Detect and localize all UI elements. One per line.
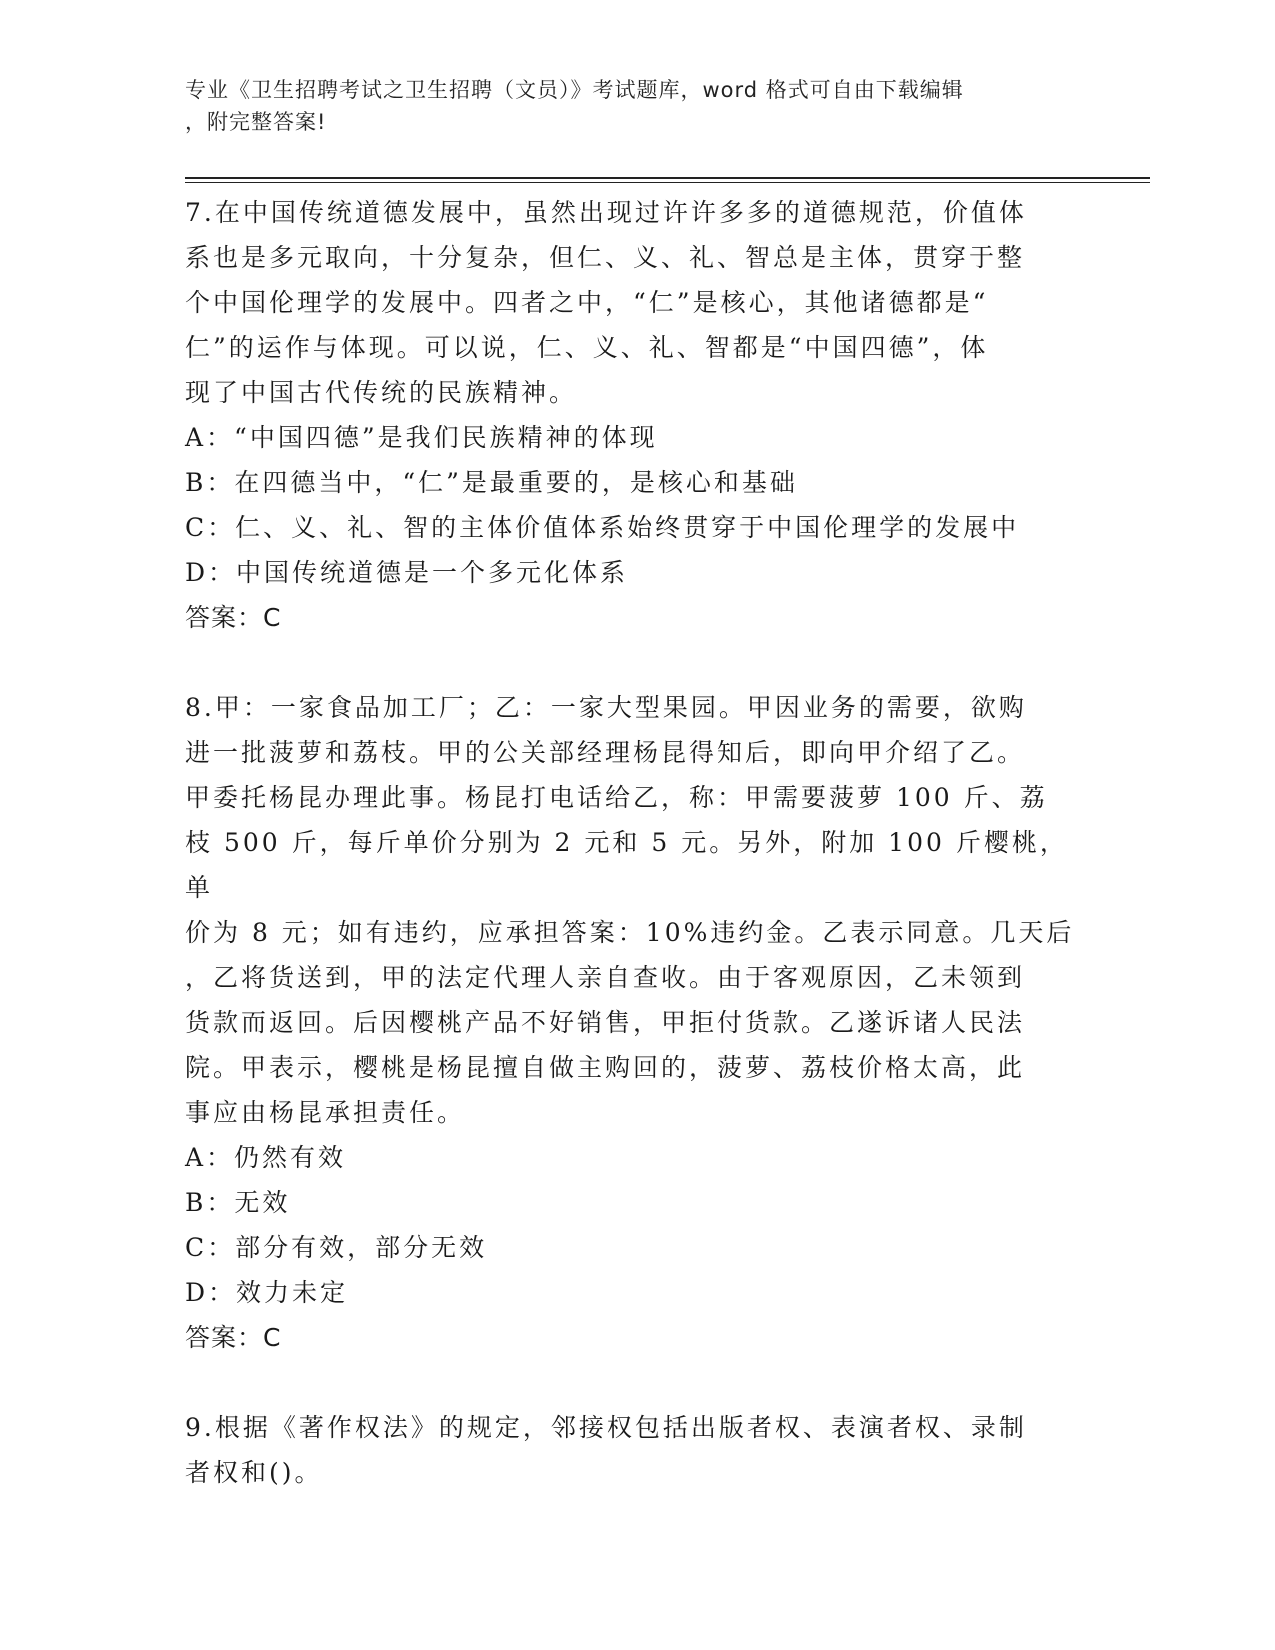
question-7-stem: 7.在中国传统道德发展中，虽然出现过许许多多的道德规范，价值体 系也是多元取向，十分复杂，但仁、义、礼、智总是主体，贯穿于整 个中国伦理学的发展中。四者之中，“仁”是核心，其他诸德都是“ 仁”的运作与体现。可以说，仁、义、礼、智都是“中国四德”，体 现了中国古代传统的民族精神。 (185, 198, 1027, 407)
question-list (185, 190, 1085, 1495)
question-8 (185, 685, 1085, 1360)
question-9-stem: 9.根据《著作权法》的规定，邻接权包括出版者权、表演者权、录制 者权和()。 (185, 1413, 1027, 1487)
question-7-option-a: A：“中国四德”是我们民族精神的体现 (185, 423, 658, 452)
header-line-2: ，附完整答案! (185, 110, 327, 134)
header-divider-thick (185, 177, 1150, 179)
question-8-option-a: A：仍然有效 (185, 1143, 347, 1172)
header-divider-thin (185, 182, 1150, 183)
header-line-1: 专业《卫生招聘考试之卫生招聘（文员）》考试题库，word 格式可自由下载编辑 (185, 78, 964, 102)
question-7 (185, 190, 1085, 640)
question-7-option-c: C：仁、义、礼、智的主体价值体系始终贯穿于中国伦理学的发展中 (185, 513, 1020, 542)
question-8-option-d: D：效力未定 (185, 1278, 349, 1307)
question-8-option-b: B：无效 (185, 1188, 291, 1217)
question-7-option-b: B：在四德当中，“仁”是最重要的，是核心和基础 (185, 468, 798, 497)
document-header (185, 74, 1085, 138)
question-8-stem: 8.甲：一家食品加工厂；乙：一家大型果园。甲因业务的需要，欲购 进一批菠萝和荔枝。甲的公关部经理杨昆得知后，即向甲介绍了乙。 甲委托杨昆办理此事。杨昆打电话给乙，称：甲需要菠萝 100 斤、荔 枝 500 斤，每斤单价分别为 2 元和 5 元。另外，附加 100 斤樱桃，单 价为 8 元；如有违约，应承担答案：10%违约金。乙表示同意。几天后 ，乙将货送到，甲的法定代理人亲自查收。由于客观原因，乙未领到 货款而返回。后因樱桃产品不好销售，甲拒付货款。乙遂诉诸人民法 院。甲表示，樱桃是杨昆擅自做主购回的，菠萝、荔枝价格太高，此 事应由杨昆承担责任。 (185, 693, 1075, 1127)
question-8-answer: 答案：C (185, 1323, 282, 1352)
question-spacer (185, 1360, 1085, 1405)
question-spacer (185, 640, 1085, 685)
question-8-option-c: C：部分有效，部分无效 (185, 1233, 488, 1262)
question-7-answer: 答案：C (185, 603, 282, 632)
question-9 (185, 1405, 1085, 1495)
question-7-option-d: D：中国传统道德是一个多元化体系 (185, 558, 629, 587)
